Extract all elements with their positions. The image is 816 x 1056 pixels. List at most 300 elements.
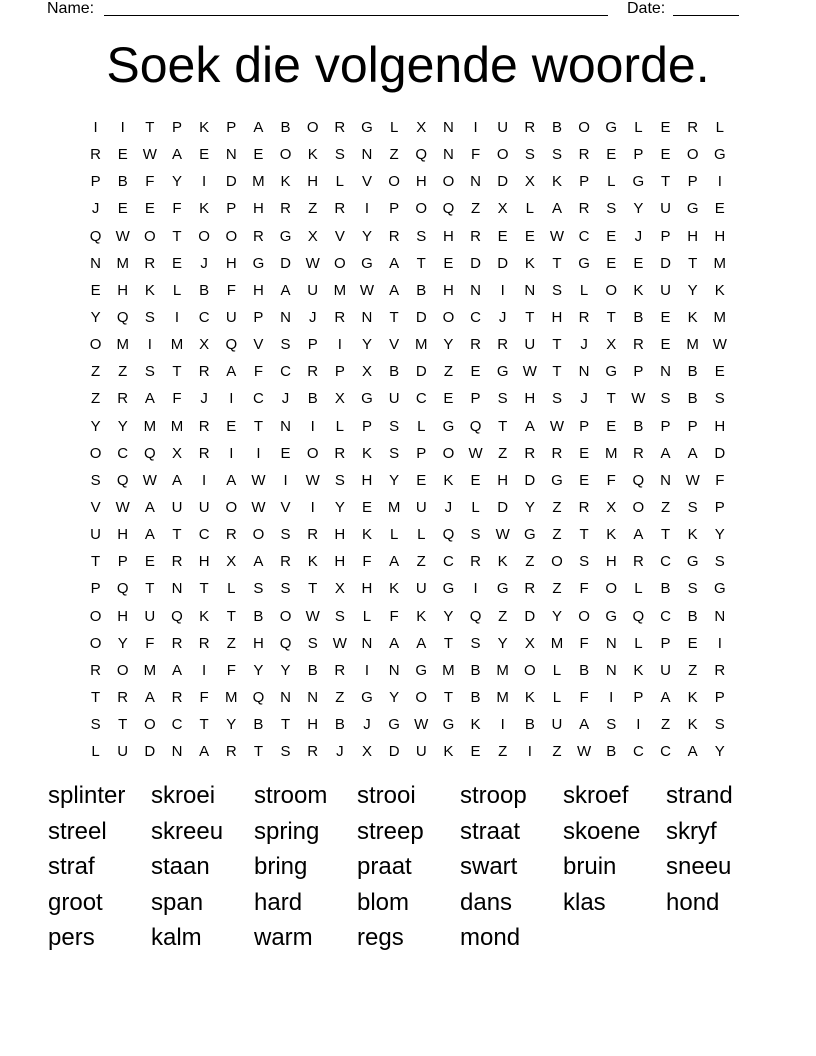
grid-letter: S: [280, 336, 291, 354]
grid-letter: S: [280, 526, 291, 544]
grid-letter: L: [362, 607, 372, 625]
grid-letter: D: [497, 173, 509, 191]
grid-letter: T: [172, 526, 182, 544]
grid-letter: T: [199, 716, 209, 734]
grid-letter: T: [688, 254, 698, 272]
grid-letter: N: [605, 661, 617, 679]
grid-letter: Y: [633, 200, 644, 218]
grid-letter: S: [470, 526, 481, 544]
grid-letter: B: [579, 661, 590, 679]
grid-letter: W: [414, 716, 429, 734]
grid-letter: G: [496, 580, 509, 598]
grid-letter: L: [525, 200, 534, 218]
grid-letter: K: [199, 200, 210, 218]
grid-letter: B: [524, 716, 535, 734]
grid-letter: P: [633, 146, 644, 164]
grid-letter: E: [714, 200, 725, 218]
grid-letter: G: [252, 254, 265, 272]
grid-letter: B: [253, 716, 264, 734]
grid-letter: U: [171, 499, 183, 517]
grid-letter: P: [687, 173, 698, 191]
grid-letter: W: [332, 634, 347, 652]
word-list-item: skroei: [151, 782, 216, 809]
grid-letter: K: [524, 254, 535, 272]
grid-letter: O: [252, 526, 265, 544]
grid-letter: W: [359, 281, 375, 299]
grid-letter: A: [687, 444, 698, 462]
grid-letter: N: [442, 146, 454, 164]
grid-letter: M: [686, 336, 699, 354]
grid-letter: H: [117, 526, 129, 544]
grid-letter: C: [117, 444, 129, 462]
grid-letter: T: [606, 309, 616, 327]
grid-letter: A: [660, 689, 671, 707]
grid-letter: G: [415, 661, 428, 679]
grid-letter: P: [633, 689, 644, 707]
grid-letter: C: [280, 363, 291, 381]
grid-letter: E: [687, 634, 698, 652]
grid-letter: E: [90, 281, 101, 299]
grid-letter: T: [253, 743, 263, 761]
grid-letter: D: [415, 309, 427, 327]
grid-letter: O: [225, 499, 238, 517]
grid-letter: Q: [116, 580, 129, 598]
grid-letter: L: [579, 281, 589, 299]
grid-letter: Y: [280, 661, 291, 679]
grid-letter: X: [361, 743, 372, 761]
grid-letter: G: [361, 689, 373, 707]
grid-letter: Q: [415, 146, 428, 164]
grid-letter: O: [632, 499, 645, 517]
grid-letter: W: [305, 254, 320, 272]
grid-letter: E: [660, 309, 671, 327]
grid-letter: E: [144, 553, 155, 571]
grid-letter: V: [253, 336, 264, 354]
grid-letter: P: [361, 417, 372, 435]
word-list-item: blom: [357, 888, 410, 916]
grid-letter: Y: [334, 499, 345, 517]
grid-letter: H: [334, 553, 346, 571]
grid-letter: P: [226, 200, 237, 218]
grid-letter: H: [198, 553, 210, 571]
grid-letter: Z: [660, 716, 671, 734]
grid-letter: S: [90, 716, 101, 734]
grid-letter: O: [225, 227, 238, 245]
grid-letter: S: [389, 444, 400, 462]
grid-letter: N: [524, 281, 536, 299]
grid-letter: R: [632, 553, 644, 571]
grid-letter: W: [522, 363, 537, 381]
grid-letter: M: [387, 499, 401, 517]
grid-letter: M: [713, 254, 727, 272]
grid-letter: A: [579, 716, 590, 734]
grid-letter: S: [280, 580, 291, 598]
grid-letter: C: [415, 390, 427, 408]
grid-letter: A: [199, 743, 210, 761]
grid-letter: R: [198, 634, 210, 652]
grid-letter: Q: [171, 607, 183, 625]
grid-letter: B: [117, 173, 128, 191]
grid-letter: K: [144, 281, 155, 299]
grid-letter: K: [389, 580, 400, 598]
grid-letter: P: [714, 499, 725, 517]
grid-letter: D: [388, 743, 400, 761]
grid-letter: A: [389, 634, 400, 652]
grid-letter: J: [336, 743, 344, 761]
grid-letter: I: [636, 716, 641, 734]
grid-letter: S: [551, 281, 562, 299]
grid-letter: N: [660, 471, 671, 489]
grid-letter: D: [497, 254, 509, 272]
grid-letter: G: [442, 417, 455, 435]
grid-letter: Y: [90, 309, 101, 327]
grid-letter: A: [226, 471, 237, 489]
grid-letter: P: [579, 417, 590, 435]
grid-letter: M: [496, 689, 509, 707]
date-blank-line: [673, 15, 739, 16]
grid-letter: H: [415, 173, 427, 191]
grid-letter: R: [90, 661, 101, 679]
grid-letter: D: [524, 607, 536, 625]
grid-letter: N: [388, 661, 400, 679]
grid-letter: Z: [90, 390, 101, 408]
word-list-item: skryf: [666, 817, 717, 845]
grid-letter: I: [527, 743, 532, 761]
grid-letter: K: [199, 119, 210, 137]
grid-letter: I: [337, 336, 342, 354]
grid-letter: K: [606, 526, 617, 544]
grid-letter: G: [713, 580, 726, 598]
grid-letter: W: [549, 227, 565, 245]
grid-letter: A: [389, 281, 400, 299]
grid-letter: E: [280, 444, 291, 462]
grid-letter: I: [202, 471, 207, 489]
grid-letter: K: [443, 743, 454, 761]
grid-letter: H: [252, 634, 264, 652]
grid-letter: C: [252, 390, 264, 408]
grid-letter: E: [660, 119, 671, 137]
grid-letter: B: [334, 716, 345, 734]
grid-letter: Z: [443, 363, 453, 381]
grid-letter: K: [687, 716, 698, 734]
grid-letter: S: [687, 499, 698, 517]
grid-letter: K: [687, 309, 698, 327]
grid-letter: P: [714, 689, 725, 707]
word-list-item: span: [151, 888, 204, 916]
grid-letter: F: [253, 363, 263, 381]
grid-letter: M: [415, 336, 428, 354]
grid-letter: U: [225, 309, 237, 327]
grid-letter: I: [310, 417, 315, 435]
grid-letter: J: [91, 200, 100, 218]
grid-letter: P: [416, 444, 427, 462]
grid-letter: H: [252, 200, 264, 218]
grid-letter: P: [660, 634, 671, 652]
grid-letter: U: [524, 336, 536, 354]
grid-letter: T: [579, 526, 589, 544]
grid-letter: N: [90, 254, 101, 272]
word-list-item: kalm: [151, 924, 202, 952]
grid-letter: N: [280, 309, 291, 327]
grid-letter: K: [633, 281, 644, 299]
grid-letter: S: [389, 417, 400, 435]
grid-letter: N: [470, 281, 481, 299]
grid-letter: R: [578, 200, 590, 218]
grid-letter: Z: [660, 499, 671, 517]
grid-letter: P: [470, 390, 481, 408]
grid-letter: B: [633, 309, 644, 327]
grid-letter: J: [200, 390, 208, 408]
grid-letter: P: [633, 363, 644, 381]
grid-letter: N: [605, 634, 617, 652]
grid-letter: O: [144, 716, 156, 734]
grid-letter: G: [713, 146, 726, 164]
grid-letter: B: [660, 580, 671, 598]
grid-letter: S: [334, 146, 345, 164]
grid-letter: Y: [253, 661, 264, 679]
grid-letter: E: [416, 471, 427, 489]
grid-letter: A: [389, 553, 400, 571]
grid-letter: G: [442, 580, 455, 598]
grid-letter: E: [253, 146, 264, 164]
grid-letter: M: [713, 309, 727, 327]
grid-letter: O: [496, 146, 509, 164]
grid-letter: S: [579, 553, 590, 571]
grid-letter: M: [496, 661, 509, 679]
grid-letter: S: [551, 390, 562, 408]
grid-letter: X: [226, 553, 237, 571]
grid-letter: Z: [552, 743, 562, 761]
grid-letter: R: [117, 390, 129, 408]
grid-letter: Q: [116, 309, 129, 327]
grid-letter: R: [171, 553, 183, 571]
grid-letter: F: [470, 146, 481, 164]
word-list-item: hond: [666, 888, 720, 916]
grid-letter: T: [226, 607, 236, 625]
grid-letter: Q: [89, 227, 102, 245]
grid-letter: E: [660, 336, 671, 354]
grid-letter: Q: [225, 336, 238, 354]
grid-letter: P: [171, 119, 182, 137]
grid-letter: B: [687, 363, 698, 381]
grid-letter: A: [226, 363, 237, 381]
grid-letter: G: [551, 471, 563, 489]
grid-letter: W: [305, 471, 320, 489]
grid-letter: H: [714, 417, 726, 435]
grid-letter: C: [632, 743, 644, 761]
grid-letter: R: [280, 553, 291, 571]
grid-letter: A: [171, 471, 182, 489]
grid-letter: E: [579, 471, 590, 489]
word-list-item: sneeu: [666, 853, 732, 881]
grid-letter: V: [280, 499, 291, 517]
grid-letter: O: [144, 227, 156, 245]
grid-letter: P: [389, 200, 400, 218]
grid-letter: W: [685, 471, 700, 489]
grid-letter: L: [335, 173, 344, 191]
grid-letter: M: [442, 661, 455, 679]
grid-letter: C: [470, 309, 481, 327]
grid-letter: R: [334, 200, 346, 218]
grid-letter: T: [525, 309, 535, 327]
word-list-item: stroop: [460, 782, 527, 809]
grid-letter: X: [361, 363, 372, 381]
grid-letter: O: [388, 173, 400, 191]
grid-letter: A: [524, 417, 535, 435]
grid-letter: Z: [688, 661, 698, 679]
grid-letter: L: [634, 634, 643, 652]
grid-letter: N: [361, 146, 373, 164]
word-search-grid: [82, 114, 733, 765]
grid-letter: M: [116, 336, 129, 354]
grid-letter: F: [145, 634, 155, 652]
grid-letter: A: [551, 200, 562, 218]
grid-letter: E: [579, 444, 590, 462]
grid-letter: X: [497, 200, 508, 218]
grid-letter: X: [606, 499, 617, 517]
grid-letter: P: [660, 227, 671, 245]
grid-letter: N: [714, 607, 726, 625]
grid-letter: F: [145, 173, 155, 191]
grid-letter: K: [524, 689, 535, 707]
grid-letter: U: [307, 281, 319, 299]
grid-letter: L: [471, 499, 480, 517]
grid-letter: R: [334, 309, 346, 327]
grid-letter: R: [470, 336, 481, 354]
grid-letter: W: [495, 526, 510, 544]
grid-letter: E: [443, 390, 454, 408]
grid-letter: N: [361, 309, 373, 327]
grid-letter: K: [416, 607, 427, 625]
grid-letter: T: [443, 634, 453, 652]
grid-letter: K: [687, 689, 698, 707]
grid-letter: O: [306, 444, 319, 462]
grid-letter: G: [523, 526, 536, 544]
grid-letter: K: [307, 553, 318, 571]
grid-letter: G: [686, 553, 699, 571]
grid-letter: K: [361, 444, 372, 462]
grid-letter: E: [606, 227, 617, 245]
grid-letter: J: [634, 227, 643, 245]
grid-letter: I: [147, 336, 152, 354]
grid-letter: P: [307, 336, 318, 354]
grid-letter: S: [334, 471, 345, 489]
grid-letter: O: [605, 580, 618, 598]
grid-letter: L: [335, 417, 344, 435]
grid-letter: T: [199, 580, 209, 598]
grid-letter: M: [170, 336, 184, 354]
grid-letter: Y: [497, 634, 508, 652]
grid-letter: E: [524, 227, 535, 245]
grid-letter: K: [361, 526, 372, 544]
grid-letter: Z: [470, 200, 481, 218]
grid-letter: X: [334, 580, 345, 598]
grid-letter: C: [660, 553, 671, 571]
grid-letter: U: [144, 607, 156, 625]
grid-letter: U: [660, 281, 671, 299]
grid-letter: V: [90, 499, 101, 517]
grid-letter: N: [225, 146, 237, 164]
grid-letter: W: [115, 227, 130, 245]
grid-letter: E: [497, 227, 508, 245]
grid-letter: E: [714, 363, 725, 381]
grid-letter: R: [524, 119, 536, 137]
grid-letter: C: [660, 743, 671, 761]
grid-letter: T: [280, 716, 291, 734]
word-list-item: strooi: [357, 782, 416, 809]
grid-letter: H: [117, 607, 129, 625]
grid-letter: K: [714, 281, 725, 299]
grid-letter: R: [307, 363, 319, 381]
grid-letter: H: [442, 281, 454, 299]
grid-letter: T: [389, 309, 399, 327]
grid-letter: I: [202, 173, 207, 191]
grid-letter: Z: [525, 553, 535, 571]
grid-letter: J: [580, 336, 588, 354]
grid-letter: K: [497, 553, 508, 571]
grid-letter: Q: [279, 634, 292, 652]
grid-letter: F: [579, 580, 589, 598]
grid-letter: N: [307, 689, 319, 707]
grid-letter: T: [172, 227, 182, 245]
grid-letter: D: [470, 254, 481, 272]
grid-letter: T: [145, 119, 155, 137]
grid-letter: J: [200, 254, 208, 272]
grid-letter: B: [687, 390, 698, 408]
grid-letter: C: [660, 607, 671, 625]
grid-letter: R: [578, 309, 590, 327]
grid-letter: S: [280, 743, 291, 761]
grid-letter: G: [686, 200, 699, 218]
grid-letter: R: [388, 227, 400, 245]
grid-letter: Y: [361, 336, 372, 354]
grid-letter: R: [334, 119, 346, 137]
grid-letter: O: [551, 553, 563, 571]
grid-letter: A: [416, 634, 427, 652]
grid-letter: E: [361, 499, 372, 517]
grid-letter: R: [225, 743, 237, 761]
grid-letter: P: [660, 417, 671, 435]
grid-letter: J: [363, 716, 371, 734]
grid-letter: W: [549, 417, 565, 435]
grid-letter: D: [144, 743, 156, 761]
grid-letter: L: [389, 119, 399, 137]
grid-letter: S: [660, 390, 671, 408]
grid-letter: U: [415, 499, 427, 517]
grid-letter: I: [93, 119, 98, 137]
grid-letter: Z: [90, 363, 101, 381]
grid-letter: Q: [442, 200, 455, 218]
grid-letter: S: [606, 200, 617, 218]
grid-letter: T: [90, 553, 101, 571]
grid-letter: G: [279, 227, 292, 245]
grid-letter: Y: [443, 336, 454, 354]
grid-letter: N: [171, 580, 183, 598]
grid-letter: F: [226, 281, 236, 299]
grid-letter: S: [714, 390, 725, 408]
grid-letter: F: [172, 390, 182, 408]
grid-letter: A: [280, 281, 291, 299]
grid-letter: B: [253, 607, 264, 625]
grid-letter: J: [444, 499, 453, 517]
grid-letter: R: [225, 526, 237, 544]
word-list-item: swart: [460, 853, 518, 881]
grid-letter: A: [144, 689, 155, 707]
grid-letter: X: [334, 390, 345, 408]
grid-letter: V: [361, 173, 372, 191]
grid-letter: C: [198, 309, 210, 327]
grid-letter: D: [714, 444, 726, 462]
